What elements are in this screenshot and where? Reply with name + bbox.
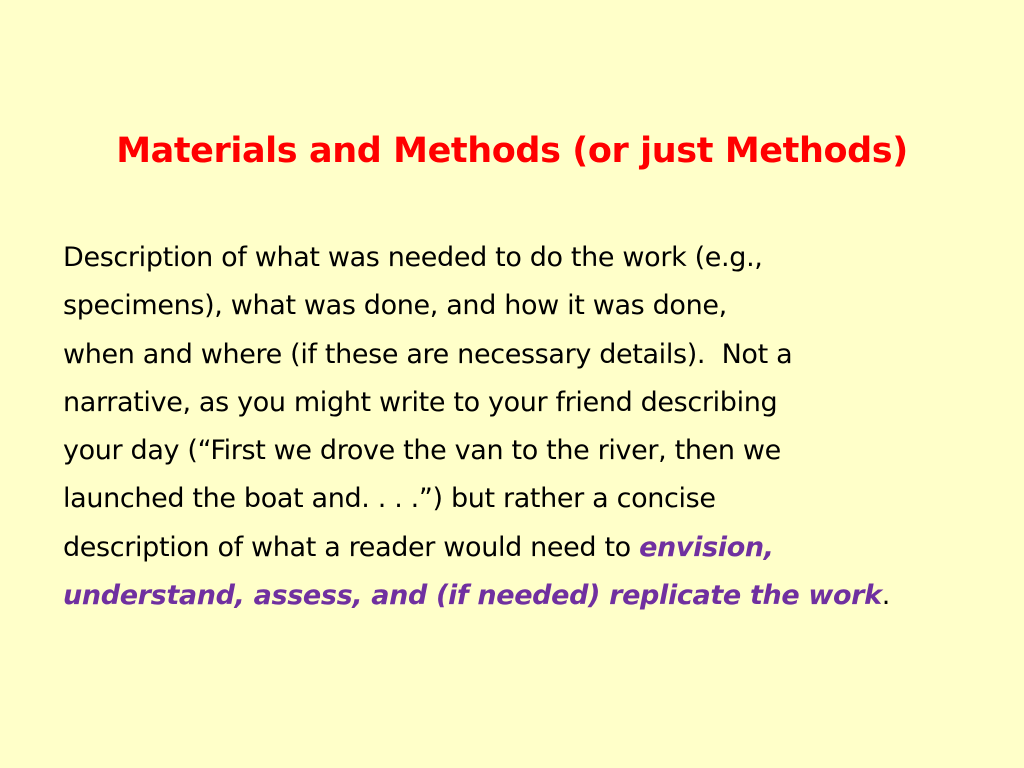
body-line-2: specimens), what was done, and how it was done,: [63, 290, 727, 322]
body-line-3: when and where (if these are necessary details). Not a: [63, 338, 793, 370]
body-line-7-text: description of what a reader would need to: [63, 531, 640, 563]
body-line-1: Description of what was needed to do the work (e.g.,: [63, 242, 763, 273]
emphasis-envision: envision,: [639, 531, 774, 563]
body-line-8-period: .: [881, 580, 890, 612]
body-line-6: launched the boat and. . . .”) but rather a concise: [63, 483, 716, 515]
body-line-5: your day (“First we drove the van to the river, then we: [63, 435, 781, 467]
body-line-4: narrative, as you might write to your friend describing: [63, 386, 778, 418]
body-line-7: [63, 524, 1008, 572]
slide-body: [63, 234, 1008, 620]
emphasis-replicate-work: understand, assess, and (if needed) replicate the work: [63, 580, 882, 612]
slide-title: Materials and Methods (or just Methods): [116, 131, 908, 171]
body-line-8: [63, 572, 1008, 620]
